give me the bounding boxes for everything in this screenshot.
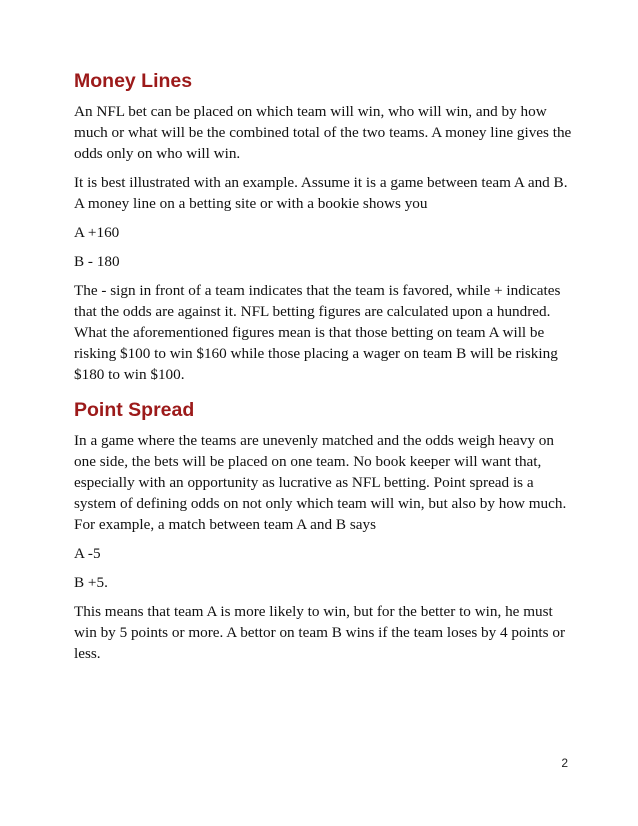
odds-line-team-b: B - 180 bbox=[74, 253, 120, 270]
page-number: 2 bbox=[561, 756, 568, 770]
paragraph-money-lines-explanation: The - sign in front of a team indicates that the team is favored, while + indicates that the odds are against it. NFL betting figures are calculated upon a hundred. What the aforementioned figures mean is that those betting on team A will be risking $100 to win $160 while those placing a wager on team B will be risking $180 to win $100. bbox=[74, 282, 561, 383]
paragraph-point-spread-intro: In a game where the teams are unevenly matched and the odds weigh heavy on one side, the bets will be placed on one team. No book keeper will want that, especially with an opportunity as lucrative as NFL betting. Point spread is a system of defining odds on not only which team will win, but also by how much. For example, a match between team A and B says bbox=[74, 432, 567, 533]
page-content bbox=[74, 68, 574, 672]
spread-line-team-b: B +5. bbox=[74, 574, 108, 591]
paragraph-money-lines-example: It is best illustrated with an example. Assume it is a game between team A and B. A money line on a betting site or with a bookie shows you bbox=[74, 174, 568, 212]
spread-line-team-a: A -5 bbox=[74, 545, 101, 562]
paragraph-money-lines-intro: An NFL bet can be placed on which team will win, who will win, and by how much or what will be the combined total of the two teams. A money line gives the odds only on who will win. bbox=[74, 103, 572, 162]
paragraph-point-spread-explanation: This means that team A is more likely to win, but for the better to win, he must win by 5 points or more. A bettor on team B wins if the team loses by 4 points or less. bbox=[74, 603, 566, 662]
heading-money-lines: Money Lines bbox=[74, 70, 193, 92]
heading-point-spread: Point Spread bbox=[74, 399, 195, 421]
odds-line-team-a: A +160 bbox=[74, 224, 120, 241]
